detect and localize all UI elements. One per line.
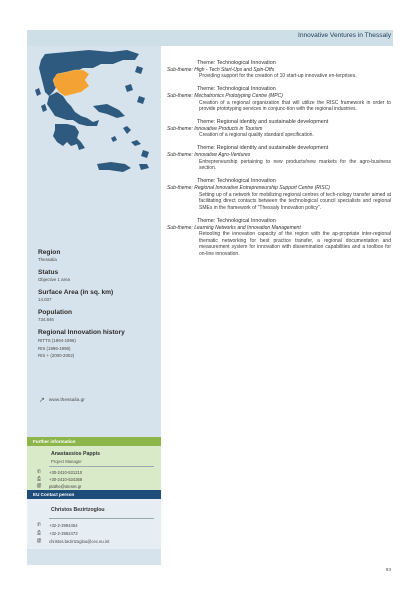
status-label: Status — [38, 269, 59, 276]
subtheme-key: Sub-theme: — [167, 66, 193, 73]
theme-key: Theme: — [197, 60, 216, 66]
theme-block — [167, 178, 391, 211]
subtheme-key: Sub-theme: — [167, 152, 193, 159]
sidebar — [27, 46, 161, 565]
theme-key: Theme: — [197, 178, 216, 185]
history-label: Regional Innovation history — [38, 329, 125, 336]
page-header-title: Innovative Ventures in Thessaly — [298, 32, 391, 39]
subtheme-key: Sub-theme: — [167, 93, 193, 100]
header-band — [27, 30, 393, 46]
fax-number: +30-2410-534368 — [49, 476, 83, 482]
phone-number: +32-2-2994454 — [49, 522, 78, 528]
email-address[interactable]: ptathe@otenet.gr — [49, 483, 82, 489]
theme-description: Creation of a regional quality standard specification. — [199, 132, 314, 139]
theme-key: Theme: — [197, 119, 216, 126]
theme-description: Retooling the innovation capacity of the region with the ap-propriate inter-regional thematic networking for best practice transfer, a regional documentation and measurement system for innovation with dissemination capabilities and a toolbox for on-line innovation. — [199, 231, 391, 257]
theme-key: Theme: — [197, 217, 216, 224]
region-info — [38, 243, 158, 360]
theme-key: Theme: — [197, 145, 216, 152]
history-item: RIS (1996-1998) — [38, 345, 71, 351]
theme-description: Entrepreneurship pertaining to new products/new markets for the agro-business section. — [199, 158, 391, 172]
eu-contact-box — [27, 499, 161, 549]
greece-map — [27, 46, 161, 184]
theme-block — [167, 119, 391, 139]
theme-block — [167, 145, 391, 171]
themes-content — [167, 60, 391, 264]
subtheme-value: Mechatronics Prototyping Centre (MPC) — [194, 93, 283, 100]
theme-value: Technological Innovation — [216, 178, 276, 185]
theme-value: Technological Innovation — [216, 217, 276, 224]
divider — [49, 518, 154, 519]
phone-line — [35, 469, 82, 475]
further-info-box — [27, 446, 161, 490]
phone-icon: ✆ — [36, 522, 42, 528]
fax-line — [35, 476, 82, 482]
theme-value: Technological Innovation — [216, 86, 276, 93]
theme-line — [197, 86, 391, 93]
website-link[interactable] — [39, 396, 85, 404]
history-item: RITTS (1994-1996) — [38, 338, 76, 343]
page-number: 93 — [385, 568, 391, 573]
eu-contact-heading: EU Contact person — [27, 490, 161, 499]
cursor-icon: ↗ — [39, 397, 45, 404]
subtheme-key: Sub-theme: — [167, 224, 193, 231]
theme-key: Theme: — [197, 86, 216, 93]
status-value: Objective 1 area — [38, 277, 70, 282]
theme-block — [167, 60, 391, 80]
theme-block — [167, 86, 391, 112]
fax-number: +32-2-2962473 — [49, 530, 78, 536]
phone-number: +30-2410-531210 — [49, 469, 83, 475]
theme-description: Providing support for the creation of 10 start-up innovative en-terprises. — [199, 73, 357, 80]
theme-line — [197, 60, 391, 67]
phone-icon: ✆ — [36, 469, 42, 475]
subtheme-value: Innovative Agro-Ventures — [194, 152, 251, 159]
email-icon: @ — [36, 483, 42, 489]
theme-line — [197, 218, 391, 225]
email-address[interactable]: christos.bezirtzoglou@cec.eu.int — [49, 538, 110, 544]
theme-description: Creation of a regional organization that will utilize the RISC framework in order to provide prototyping services in conjunc-tion with the regional industries. — [199, 99, 391, 113]
fax-icon: ⎙ — [36, 476, 41, 482]
population-label: Population — [38, 309, 73, 316]
theme-line — [197, 119, 391, 126]
region-label: Region — [38, 249, 61, 256]
contact-role: Project Manager — [51, 459, 82, 464]
theme-value: Technological Innovation — [216, 60, 276, 66]
theme-value: Regional identity and sustainable development — [216, 119, 329, 126]
fax-icon: ⎙ — [36, 530, 41, 536]
contact-name: Anastassios Pappis — [51, 451, 101, 457]
history-item: RIS + (2000-2002) — [38, 353, 75, 359]
email-line[interactable] — [35, 483, 81, 489]
subtheme-key: Sub-theme: — [167, 125, 193, 132]
fax-line — [35, 530, 78, 536]
surface-label: Surface Area (in sq. km) — [38, 289, 114, 296]
email-line[interactable] — [35, 538, 109, 544]
email-icon: @ — [36, 538, 42, 544]
subtheme-value: Innovative Products in Tourism — [194, 125, 263, 132]
divider — [49, 466, 154, 467]
contact-name: Christos Bezirtzoglou — [51, 507, 105, 513]
theme-description: Setting up of a network for mobilizing regional centres of tech-nology transfer aimed at facilitating direct contacts between the technological council specialists and regional SMEs in the framework of "Thessaly Innovation policy". — [199, 191, 391, 211]
subtheme-value: Regional Innovative Entrepreneurship Support Centre (RISC) — [194, 185, 330, 192]
website-text[interactable]: www.thessalia.gr — [48, 397, 85, 403]
population-value: 734.846 — [38, 317, 54, 322]
subtheme-value: High - Tech Start-Ups and Spin-Offs — [194, 66, 275, 73]
region-value: Thessalia — [38, 257, 57, 262]
greece-landmass — [35, 50, 149, 172]
theme-line — [197, 178, 391, 185]
subtheme-key: Sub-theme: — [167, 185, 193, 192]
surface-value: 14.037 — [38, 297, 52, 302]
phone-line — [35, 522, 78, 528]
theme-value: Regional identity and sustainable development — [216, 145, 329, 152]
further-info-heading: Further information — [27, 437, 161, 446]
thessaly-region — [53, 70, 89, 96]
theme-block — [167, 218, 391, 258]
theme-line — [197, 145, 391, 152]
subtheme-value: Learning Networks and Innovation Management — [194, 224, 301, 231]
